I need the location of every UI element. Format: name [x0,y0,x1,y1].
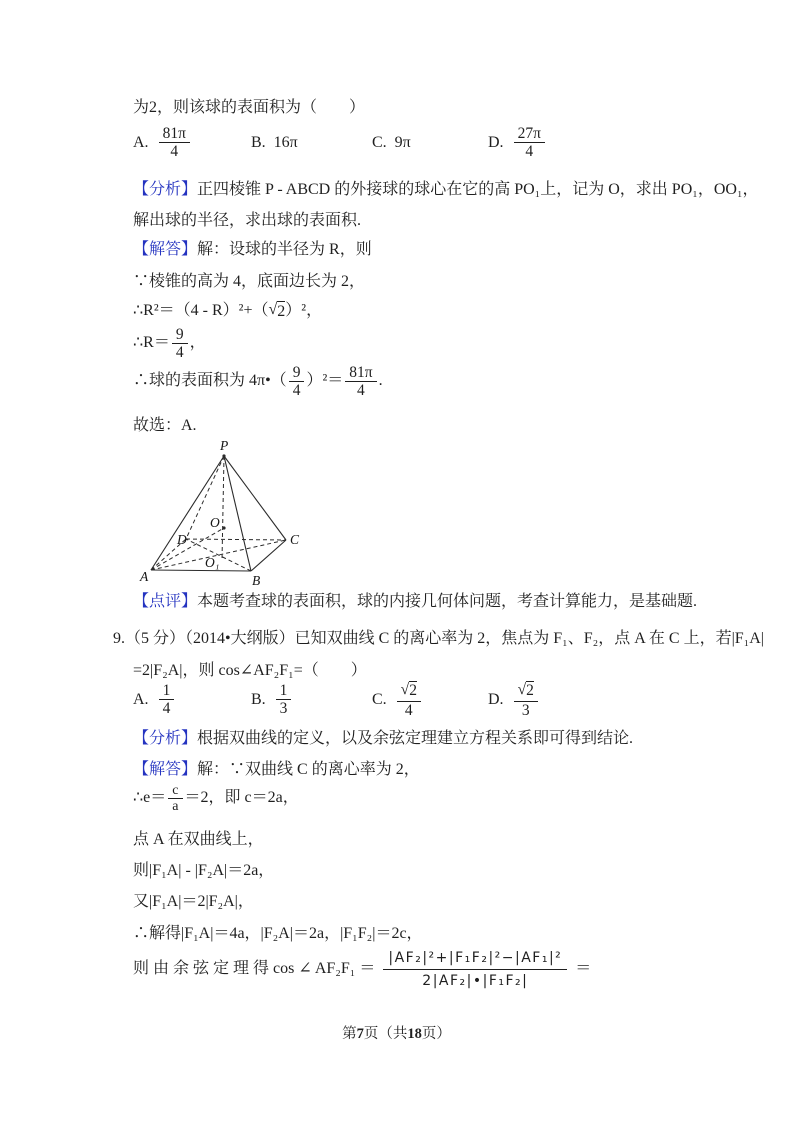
radicand: 2 [277,303,286,321]
fraction [172,326,188,361]
label-b: B [252,573,261,588]
page-number: 7 [356,1026,364,1042]
radical-sign: √ [400,681,410,698]
radical-sign: √ [268,301,278,319]
q8-choose: 故选：A. [133,417,197,434]
label-c: C [290,532,300,547]
label-o: O [210,515,220,530]
q8-option-c [372,134,488,152]
fraction-denominator: 4 [292,382,301,400]
fraction [345,364,376,399]
q8-step-4 [133,364,383,399]
fraction-denominator: 2|AF₂|•|F₁F₂| [422,973,529,990]
option-value: 9π [394,133,411,151]
q9-solve: ∴解得|F₁A|＝4a，|F₂A|＝2a，|F₁F₂|＝2c， [133,925,423,942]
sqrt-fraction [514,681,538,719]
fraction [159,682,175,717]
formula-text: ＝ [575,960,592,978]
option-label: B. [251,690,266,708]
q9-step-e [133,783,299,815]
option-label: C. [372,133,387,151]
formula-text: ）²， [285,302,323,319]
option-label: A. [133,133,149,151]
sqrt-expression [401,681,417,701]
fraction-denominator: 4 [404,701,413,719]
q9-relation-1: 则|F₁A| - |F₂A|＝2a， [133,862,275,879]
option-label: D. [488,690,504,708]
q9-option-b [251,682,372,717]
label-o1: O₁ [205,555,220,570]
q8-options [133,125,681,160]
formula-text: ∴R²＝（4 - R）²+（ [133,302,269,319]
fraction [276,682,292,717]
q8-option-a [133,125,251,160]
q9-analysis [133,729,633,750]
fraction [168,783,182,815]
fraction-numerator: 27π [514,125,545,143]
formula-text: ∴R＝ [133,334,170,352]
analysis-text: 根据双曲线的定义，以及余弦定理建立方程关系即可得到结论. [197,730,634,747]
footer-text: 页（共 [363,1026,408,1042]
label-a: A [140,569,149,584]
answer-intro: 解：设球的半径为 R，则 [197,241,372,258]
fraction [514,125,545,160]
answer-tag: 【解答】 [133,761,198,778]
sqrt-fraction [397,681,421,719]
fraction-numerator: 81π [345,364,376,382]
option-value: 16π [273,133,298,151]
q9-stem-2: =2|F₂A|，则 cos∠AF₂F₁=（ ） [133,662,367,679]
label-d: D [177,532,187,547]
total-pages: 18 [407,1026,422,1042]
q8-stem: 为2，则该球的表面积为（ ） [133,99,366,116]
answer-tag: 【解答】 [133,241,198,258]
fraction-numerator: c [168,783,182,799]
analysis-tag: 【分析】 [133,730,198,747]
sqrt-expression [518,681,534,701]
formula-text: . [378,372,383,390]
sqrt-expression [268,301,285,321]
q9-point-a: 点 A 在双曲线上， [133,831,264,848]
q9-option-c [372,681,488,719]
vertex-p-dot [222,454,225,457]
fraction-denominator: 4 [525,143,534,161]
q9-option-d [488,681,681,719]
q9-cosine-line [133,949,591,990]
formula-text: ）²＝ [306,372,344,390]
formula-text: 则 由 余 弦 定 理 得 cos ∠ AF₂F₁ ＝ [133,960,376,978]
fraction [289,364,305,399]
fraction-numerator: 1 [276,682,292,700]
fraction-numerator: 9 [289,364,305,382]
q8-analysis-2: 解出球的半径，求出球的表面积. [133,212,362,229]
answer-intro: 解：∵双曲线 C 的离心率为 2， [197,761,420,778]
fraction-numerator: 81π [159,125,190,143]
fraction-numerator: 9 [172,326,188,344]
analysis-tag: 【分析】 [133,181,198,198]
q9-answer [133,760,420,781]
q9-stem-1: 9.（5 分）（2014•大纲版）已知双曲线 C 的离心率为 2，焦点为 F₁、F₂，点 A 在 C 上，若|F₁A| [113,630,765,647]
fraction-numerator: |AF₂|²+|F₁F₂|²−|AF₁|² [383,949,567,970]
radicand: 2 [526,682,534,699]
footer-text: 页） [421,1026,451,1042]
formula-text: ∴e＝ [133,789,167,807]
fraction-denominator: 4 [175,344,184,362]
option-label: D. [488,133,504,151]
comment-text: 本题考查球的表面积，球的内接几何体问题，考查计算能力，是基础题. [197,593,698,610]
formula-text: ∴球的表面积为 4π•（ [133,372,287,390]
q8-analysis [133,180,759,201]
fraction-denominator: 4 [170,143,179,161]
q8-step-2 [133,301,322,322]
fraction-denominator: 4 [357,382,365,400]
fraction-denominator: 3 [279,700,288,718]
fraction-numerator: 1 [159,682,175,700]
option-label: C. [372,690,387,708]
fraction-denominator: 4 [162,700,171,718]
fraction-denominator: a [172,799,179,815]
comment-tag: 【点评】 [133,593,198,610]
cosine-fraction [383,949,567,990]
footer-text: 第 [342,1026,357,1042]
center-o-dot [222,526,225,529]
label-p: P [220,438,229,453]
q9-relation-2: 又|F₁A|＝2|F₂A|， [133,893,254,910]
fraction-denominator: 3 [521,701,530,719]
radicand: 2 [409,682,417,699]
option-label: B. [251,133,266,151]
q9-option-a [133,682,251,717]
q8-option-b [251,134,372,152]
q8-comment [133,592,697,613]
q8-option-d [488,125,681,160]
formula-text: ， [189,334,206,352]
q8-step-3 [133,326,206,361]
page-footer [0,1022,793,1043]
q8-step-1: ∵棱锥的高为 4，底面边长为 2， [133,273,366,290]
analysis-text: 正四棱锥 P - ABCD 的外接球的球心在它的高 PO₁上，记为 O，求出 PO₁，OO₁， [197,181,759,198]
q9-options [133,681,681,719]
q8-answer [133,240,372,261]
fraction [159,125,190,160]
option-label: A. [133,690,149,708]
pyramid-figure [136,436,316,594]
formula-text: ＝2，即 c＝2a， [184,789,299,807]
radical-sign: √ [517,681,527,698]
